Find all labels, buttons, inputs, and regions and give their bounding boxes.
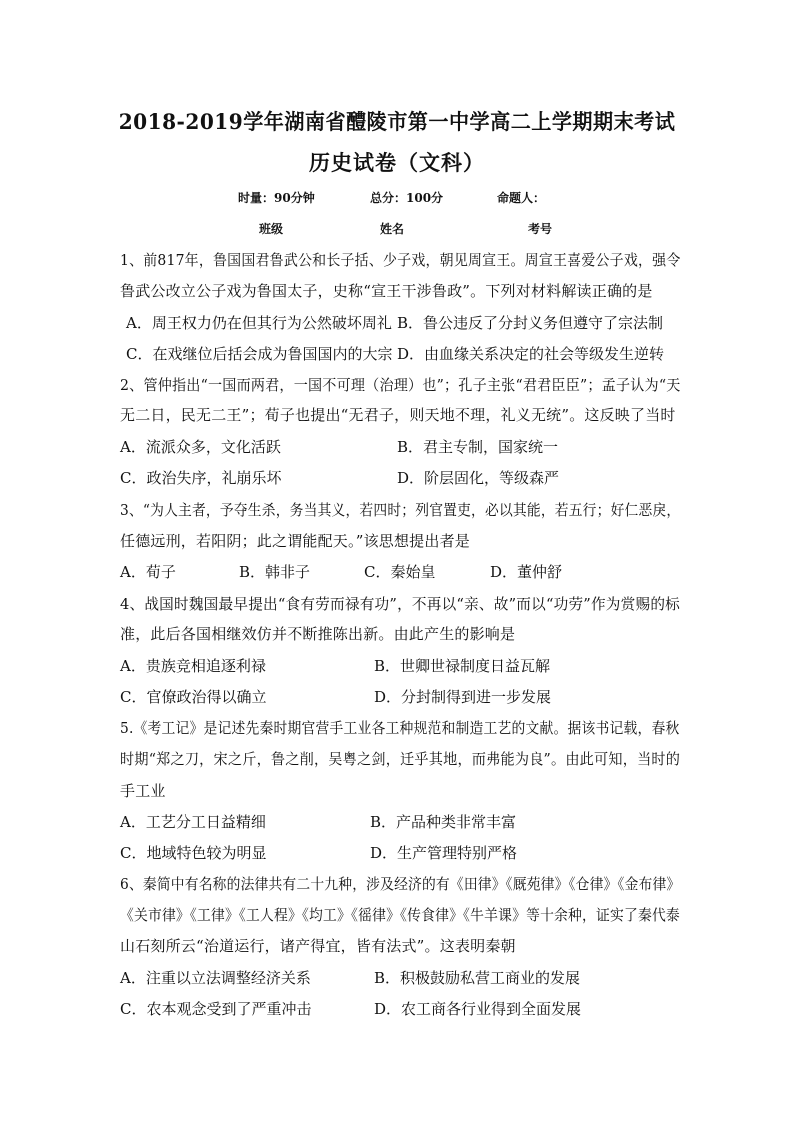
question-4-option-c: C．官僚政治得以确立 <box>120 688 267 706</box>
question-5-line-1: 5.《考工记》是记述先秦时期官营手工业各工种规范和制造工艺的文献。据该书记载，春秋 <box>120 719 680 737</box>
question-3-line-2: 任德远刑，若阳阴；此之谓能配天。”该思想提出者是 <box>120 532 470 550</box>
question-5-option-a: A．工艺分工日益精细 <box>120 813 266 831</box>
question-4-option-b: B．世卿世禄制度日益瓦解 <box>374 657 551 675</box>
question-6-option-b: B．积极鼓励私营工商业的发展 <box>374 969 581 987</box>
question-3-option-c: C．秦始皇 <box>364 563 436 581</box>
question-1-option-b: B．鲁公违反了分封义务但遵守了宗法制 <box>397 314 664 332</box>
question-4-option-a: A．贵族竞相追逐利禄 <box>120 657 266 675</box>
question-3-option-a: A．荀子 <box>120 563 176 581</box>
student-id-label: 考号 <box>528 222 553 236</box>
question-5-option-c: C．地域特色较为明显 <box>120 844 267 862</box>
question-5-option-b: B．产品种类非常丰富 <box>370 813 517 831</box>
question-2-line-1: 2、管仲指出“一国而两君，一国不可理（治理）也”；孔子主张“君君臣臣”；孟子认为“天 <box>120 376 681 394</box>
name-label: 姓名 <box>380 222 405 236</box>
question-5-option-d: D．生产管理特别严格 <box>370 844 518 862</box>
class-label: 班级 <box>259 222 284 236</box>
exam-author: 命题人： <box>497 191 546 205</box>
question-3-option-b: B．韩非子 <box>239 563 311 581</box>
exam-title-line1: 2018-2019学年湖南省醴陵市第一中学高二上学期期末考试 <box>118 109 676 134</box>
question-3-line-1: 3、“为人主者，予夺生杀，务当其义，若四时；列官置吏，必以其能，若五行；好仁恶戾， <box>120 501 681 519</box>
question-1-option-d: D．由血缘关系决定的社会等级发生逆转 <box>397 345 665 363</box>
question-6-line-2: 《关市律》《工律》《工人程》《均工》《徭律》《传食律》《牛羊课》等十余种，证实了秦代泰 <box>120 906 680 924</box>
question-3-option-d: D．董仲舒 <box>490 563 563 581</box>
exam-total-score: 总分：100分 <box>370 191 444 205</box>
question-5-line-3: 手工业 <box>120 782 166 800</box>
question-1-line-2: 鲁武公改立公子戏为鲁国太子，史称“宣王干涉鲁政”。下列对材料解读正确的是 <box>120 282 653 300</box>
question-1-line-1: 1、前817年，鲁国国君鲁武公和长子括、少子戏，朝见周宣王。周宣王喜爱公子戏，强令 <box>120 251 681 269</box>
question-2-option-c: C．政治失序，礼崩乐坏 <box>120 469 282 487</box>
question-4-line-2: 准，此后各国相继效仿并不断推陈出新。由此产生的影响是 <box>120 625 516 643</box>
question-6-option-a: A．注重以立法调整经济关系 <box>120 969 311 987</box>
question-2-option-b: B．君主专制，国家统一 <box>397 438 559 456</box>
question-2-option-a: A．流派众多，文化活跃 <box>120 438 281 456</box>
exam-title-line2: 历史试卷（文科） <box>309 150 485 175</box>
question-4-option-d: D．分封制得到进一步发展 <box>374 688 552 706</box>
question-1-option-a: A．周王权力仍在但其行为公然破坏周礼 <box>126 314 392 332</box>
question-6-option-d: D．农工商各行业得到全面发展 <box>374 1000 582 1018</box>
question-5-line-2: 时期“郑之刀，宋之斤，鲁之削，吴粤之剑，迁乎其地，而弗能为良”。由此可知，当时的 <box>120 750 681 768</box>
question-6-option-c: C．农本观念受到了严重冲击 <box>120 1000 312 1018</box>
question-6-line-1: 6、秦简中有名称的法律共有二十九种，涉及经济的有《田律》《厩苑律》《仓律》《金布律》 <box>120 875 681 893</box>
exam-time: 时量：90分钟 <box>238 191 315 205</box>
question-1-option-c: C．在戏继位后括会成为鲁国国内的大宗 <box>126 345 393 363</box>
question-6-line-3: 山石刻所云“治道运行，诸产得宜，皆有法式”。这表明秦朝 <box>120 937 516 955</box>
question-4-line-1: 4、战国时魏国最早提出“食有劳而禄有功”，不再以“亲、故”而以“功劳”作为赏赐的标 <box>120 595 680 613</box>
question-2-line-2: 无二日，民无二王”；荀子也提出“无君子，则天地不理，礼义无统”。这反映了当时 <box>120 406 676 424</box>
question-2-option-d: D．阶层固化，等级森严 <box>397 469 560 487</box>
